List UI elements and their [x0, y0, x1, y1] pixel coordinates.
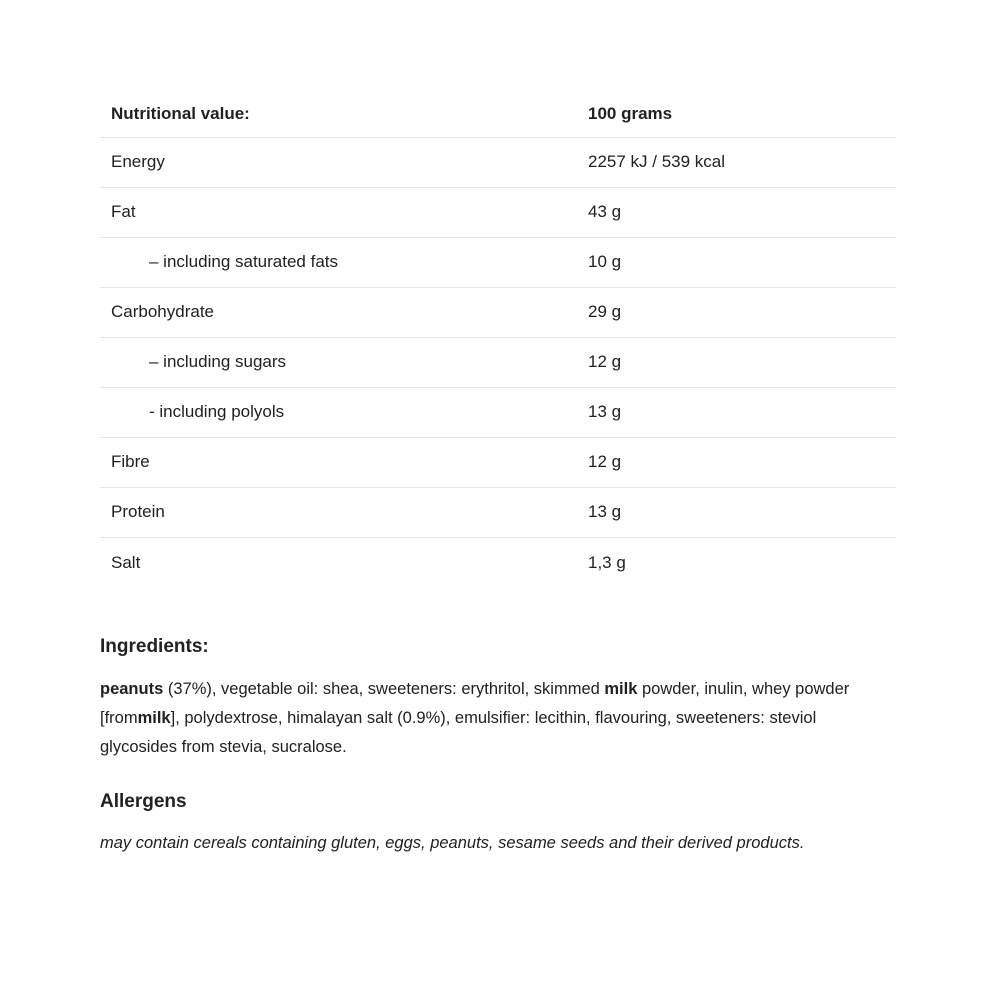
table-row	[100, 538, 896, 588]
table-header-label: Nutritional value:	[111, 104, 250, 124]
table-row	[100, 138, 896, 188]
table-header-value: 100 grams	[588, 104, 673, 124]
ingredients-text	[100, 675, 896, 762]
nutrient-value: 1,3 g	[588, 552, 626, 572]
ingredient-text-segment: powder, inulin, whey powder [from	[100, 680, 850, 727]
nutrient-value: 13 g	[588, 502, 622, 522]
ingredient-allergen-bold: milk	[137, 709, 171, 727]
nutrient-label: Energy	[111, 152, 165, 172]
table-row	[100, 238, 896, 288]
nutrient-label: – including saturated fats	[149, 252, 339, 272]
table-row	[100, 188, 896, 238]
nutrition-rows	[100, 138, 896, 588]
allergens-heading: Allergens	[100, 791, 187, 812]
table-row	[100, 288, 896, 338]
nutrient-label: Protein	[111, 502, 165, 522]
nutrient-value: 2257 kJ / 539 kcal	[588, 152, 726, 172]
nutrient-label: Salt	[111, 552, 141, 572]
table-row	[100, 388, 896, 438]
table-header-row	[100, 92, 896, 138]
nutrient-value: 10 g	[588, 252, 622, 272]
nutrient-value: 12 g	[588, 352, 622, 372]
nutrient-value: 13 g	[588, 402, 622, 422]
ingredients-heading: Ingredients:	[100, 636, 209, 657]
allergens-text: may contain cereals containing gluten, eggs, peanuts, sesame seeds and their derived products.	[100, 834, 805, 852]
ingredient-allergen-bold: milk	[604, 680, 638, 698]
nutrition-table	[100, 92, 896, 588]
ingredient-text-segment: (37%), vegetable oil: shea, sweeteners: erythritol, skimmed	[163, 680, 605, 698]
table-row	[100, 488, 896, 538]
ingredient-allergen-bold: peanuts	[100, 680, 164, 698]
nutrient-label: Carbohydrate	[111, 302, 215, 322]
nutrient-value: 29 g	[588, 302, 622, 322]
table-row	[100, 438, 896, 488]
nutrient-label: Fat	[111, 202, 136, 222]
nutrient-label: – including sugars	[149, 352, 287, 372]
nutrient-value: 12 g	[588, 452, 622, 472]
nutrient-value: 43 g	[588, 202, 622, 222]
content-column	[100, 92, 896, 858]
nutrient-label: Fibre	[111, 452, 150, 472]
nutrient-label: - including polyols	[149, 402, 285, 422]
table-row	[100, 338, 896, 388]
ingredient-text-segment: ], polydextrose, himalayan salt (0.9%), emulsifier: lecithin, flavouring, sweeteners: steviol glycosides from stevia, sucralose.	[100, 709, 817, 756]
